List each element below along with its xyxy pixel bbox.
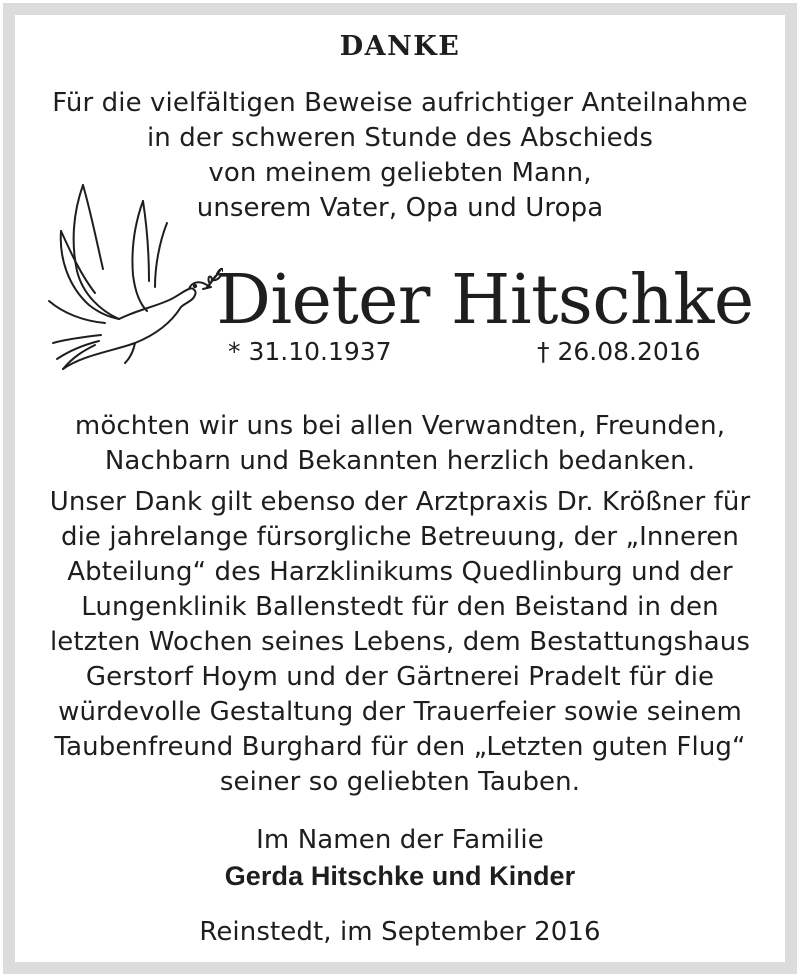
intro-line: unserem Vater, Opa und Uropa [196, 193, 604, 223]
death-date: † 26.08.2016 [537, 337, 701, 366]
intro-line: Für die vielfältigen Beweise aufrichtiger Anteilnahme [52, 88, 748, 118]
deceased-name: Dieter Hitschke [216, 261, 754, 340]
on-behalf-line: Im Namen der Familie [256, 825, 544, 855]
body-line: Unser Dank gilt ebenso der Arztpraxis Dr. Krößner für [49, 487, 751, 517]
body-line: die jahrelange fürsorgliche Betreuung, der „Inneren [61, 522, 739, 552]
dove-icon [43, 183, 223, 383]
signers: Gerda Hitschke und Kinder [224, 861, 576, 891]
intro-line: von meinem geliebten Mann, [208, 158, 592, 188]
thanks-line: möchten wir uns bei allen Verwandten, Freunden, [74, 411, 726, 441]
body-line: würdevolle Gestaltung der Trauerfeier sowie seinem [58, 697, 742, 727]
notice-title: DANKE [339, 31, 461, 62]
intro-line: in der schweren Stunde des Abschieds [146, 123, 654, 153]
body-line: Abteilung“ des Harzklinikums Quedlinburg und der [67, 557, 733, 587]
body-line: seiner so geliebten Tauben. [219, 767, 581, 797]
body-line: Gerstorf Hoym und der Gärtnerei Pradelt für die [85, 662, 715, 692]
body-line: Lungenklinik Ballenstedt für den Beistand in den [81, 592, 719, 622]
obituary-notice [15, 15, 785, 962]
thanks-line: Nachbarn und Bekannten herzlich bedanken. [104, 446, 696, 476]
birth-date: * 31.10.1937 [228, 337, 392, 366]
body-line: Taubenfreund Burghard für den „Letzten guten Flug“ [54, 732, 746, 762]
body-line: letzten Wochen seines Lebens, dem Bestattungshaus [49, 627, 751, 657]
notice-frame [3, 3, 797, 974]
place-date: Reinstedt, im September 2016 [199, 917, 601, 947]
